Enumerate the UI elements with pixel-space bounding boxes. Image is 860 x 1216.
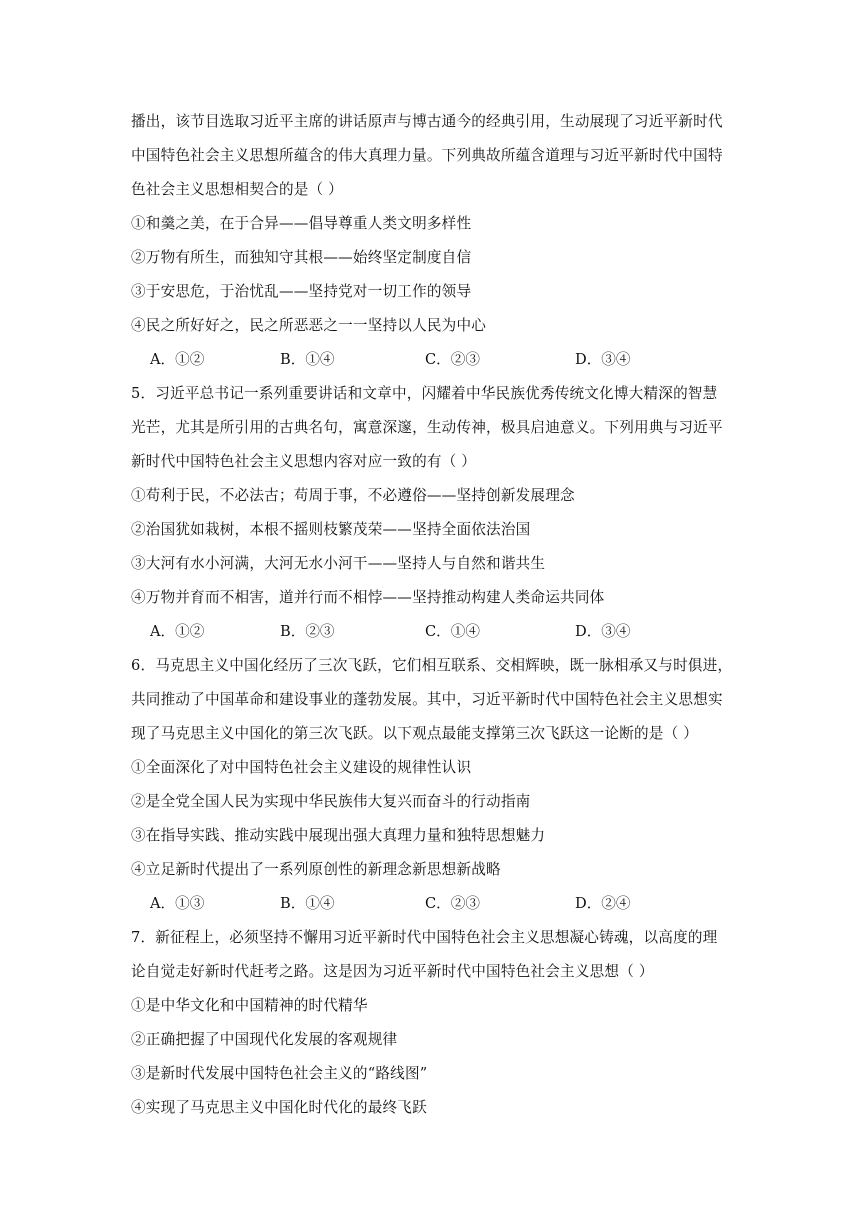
- statement-option: ②万物有所生，而独知守其根——始终坚定制度自信: [131, 249, 472, 266]
- question-stem-line: 5．习近平总书记一系列重要讲话和文章中，闪耀着中华民族优秀传统文化博大精深的智慧: [131, 385, 718, 402]
- statement-option: ②治国犹如栽树，本根不摇则枝繁茂荣——坚持全面依法治国: [131, 521, 531, 538]
- statement-option: ③大河有水小河满，大河无水小河干——坚持人与自然和谐共生: [131, 555, 546, 572]
- question-stem-line: 现了马克思主义中国化的第三次飞跃。以下观点最能支撑第三次飞跃这一论断的是（ ）: [131, 725, 699, 742]
- statement-option: ①全面深化了对中国特色社会主义建设的规律性认识: [131, 759, 472, 776]
- question-stem-line: 新时代中国特色社会主义思想内容对应一致的有（ ）: [131, 453, 477, 470]
- answer-choice-d: D．②④: [575, 895, 631, 912]
- question-stem-line: 7．新征程上，必须坚持不懈用习近平新时代中国特色社会主义思想凝心铸魂，以高度的理: [131, 929, 718, 946]
- answer-choice-d: D．③④: [575, 351, 631, 368]
- answer-choice-b: B．②③: [280, 623, 335, 640]
- statement-option: ②是全党全国人民为实现中华民族伟大复兴而奋斗的行动指南: [131, 793, 531, 810]
- question-stem-line: 中国特色社会主义思想所蕴含的伟大真理力量。下列典故所蕴含道理与习近平新时代中国特: [131, 147, 723, 164]
- question-stem-line: 6．马克思主义中国化经历了三次飞跃，它们相互联系、交相辉映，既一脉相承又与时俱进，: [131, 657, 733, 674]
- question-stem-line: 论自觉走好新时代赶考之路。这是因为习近平新时代中国特色社会主义思想（ ）: [131, 963, 654, 980]
- statement-option: ④民之所好好之，民之所恶恶之一一坚持以人民为中心: [131, 317, 487, 334]
- question-4: [131, 105, 731, 377]
- answer-choices: [131, 343, 731, 377]
- question-7: [131, 921, 731, 1125]
- answer-choice-c: C．②③: [425, 895, 480, 912]
- question-stem-line: 色社会主义思想相契合的是（ ）: [131, 181, 343, 198]
- statement-option: ④实现了马克思主义中国化时代化的最终飞跃: [131, 1099, 427, 1116]
- answer-choices: [131, 887, 731, 921]
- exam-page: [131, 105, 731, 1125]
- answer-choice-b: B．①④: [280, 895, 335, 912]
- statement-option: ①和羹之美，在于合异——倡导尊重人类文明多样性: [131, 215, 472, 232]
- question-5: [131, 377, 731, 649]
- answer-choice-a: A．①②: [150, 351, 205, 368]
- question-6: [131, 649, 731, 921]
- question-stem-line: 光芒，尤其是所引用的古典名句，寓意深邃，生动传神，极具启迪意义。下列用典与习近平: [131, 419, 723, 436]
- statement-option: ③是新时代发展中国特色社会主义的“路线图”: [131, 1065, 428, 1082]
- statement-option: ①苟利于民，不必法古；苟周于事，不必遵俗——坚持创新发展理念: [131, 487, 575, 504]
- answer-choice-a: A．①③: [150, 895, 205, 912]
- answer-choice-d: D．③④: [575, 623, 631, 640]
- statement-option: ④立足新时代提出了一系列原创性的新理念新思想新战略: [131, 861, 501, 878]
- answer-choice-b: B．①④: [280, 351, 335, 368]
- statement-option: ③在指导实践、推动实践中展现出强大真理力量和独特思想魅力: [131, 827, 546, 844]
- answer-choice-a: A．①②: [150, 623, 205, 640]
- statement-option: ③于安思危，于治忧乱——坚持党对一切工作的领导: [131, 283, 472, 300]
- statement-option: ④万物并育而不相害，道并行而不相悖——坚持推动构建人类命运共同体: [131, 589, 605, 606]
- answer-choices: [131, 615, 731, 649]
- answer-choice-c: C．①④: [425, 623, 480, 640]
- statement-option: ①是中华文化和中国精神的时代精华: [131, 997, 368, 1014]
- question-stem-line: 共同推动了中国革命和建设事业的蓬勃发展。其中，习近平新时代中国特色社会主义思想实: [131, 691, 723, 708]
- question-stem-line: 播出，该节目选取习近平主席的讲话原声与博古通今的经典引用，生动展现了习近平新时代: [131, 113, 723, 130]
- statement-option: ②正确把握了中国现代化发展的客观规律: [131, 1031, 398, 1048]
- answer-choice-c: C．②③: [425, 351, 480, 368]
